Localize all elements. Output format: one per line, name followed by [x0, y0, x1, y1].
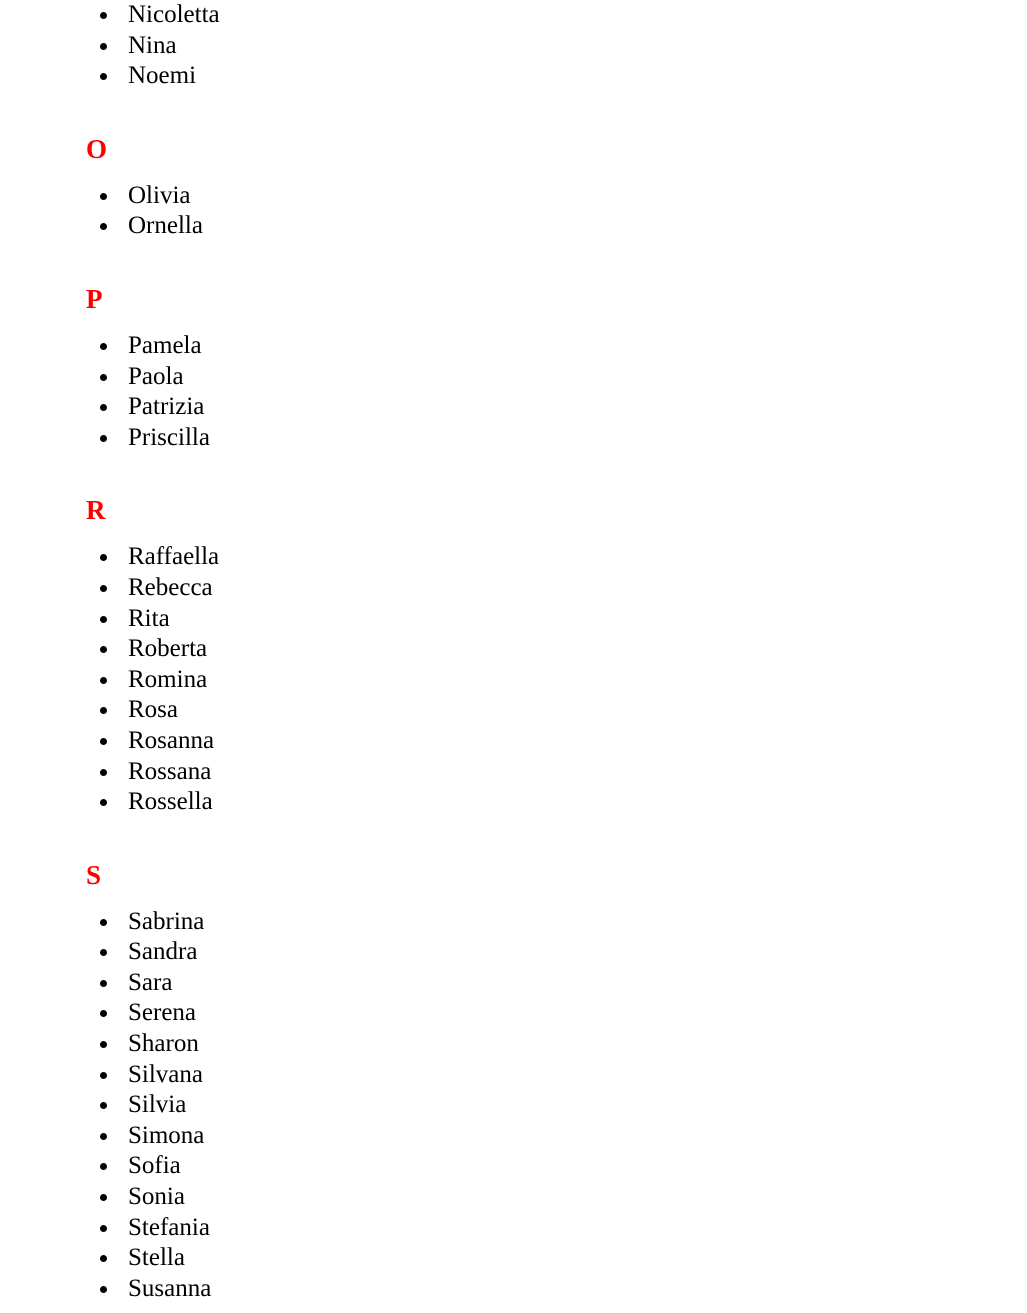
list-item: • Nicoletta — [120, 0, 1027, 31]
list-item: • Sandra — [120, 937, 1027, 968]
name-list-r — [0, 542, 1027, 817]
name-list-o — [0, 181, 1027, 242]
list-item: • Rossana — [120, 757, 1027, 788]
list-item: • Patrizia — [120, 392, 1027, 423]
list-item: • Olivia — [120, 181, 1027, 212]
name-list-s — [0, 907, 1027, 1305]
section-spacer — [0, 453, 1027, 497]
section-heading-r: R — [86, 495, 106, 526]
list-item: • Sabrina — [120, 907, 1027, 938]
heading-gap — [0, 524, 1027, 542]
list-item: • Rosa — [120, 695, 1027, 726]
list-item: • Rossella — [120, 787, 1027, 818]
heading-gap — [0, 163, 1027, 181]
list-item: • Nina — [120, 31, 1027, 62]
section-heading-s: S — [86, 859, 102, 890]
list-item: • Sonia — [120, 1182, 1027, 1213]
list-item: • Paola — [120, 362, 1027, 393]
list-item: • Sofia — [120, 1151, 1027, 1182]
heading-gap — [0, 889, 1027, 907]
name-list-continued — [0, 0, 1027, 92]
list-item: • Sara — [120, 968, 1027, 999]
section-heading-o: O — [86, 133, 108, 164]
list-item: • Rita — [120, 604, 1027, 635]
section-r — [0, 453, 1027, 817]
section-p — [0, 242, 1027, 453]
section-spacer — [0, 818, 1027, 862]
section-spacer — [0, 92, 1027, 136]
section-spacer — [0, 242, 1027, 286]
list-item: • Stella — [120, 1243, 1027, 1274]
list-item: • Stefania — [120, 1213, 1027, 1244]
list-item: • Roberta — [120, 634, 1027, 665]
list-item: • Silvia — [120, 1090, 1027, 1121]
list-item: • Simona — [120, 1121, 1027, 1152]
section-o — [0, 92, 1027, 242]
name-list-p — [0, 331, 1027, 453]
list-item: • Pamela — [120, 331, 1027, 362]
heading-gap — [0, 313, 1027, 331]
list-item: • Susanna — [120, 1274, 1027, 1305]
list-item: • Ornella — [120, 211, 1027, 242]
list-item: • Priscilla — [120, 423, 1027, 454]
list-item: • Serena — [120, 998, 1027, 1029]
list-item: • Sharon — [120, 1029, 1027, 1060]
list-item: • Silvana — [120, 1060, 1027, 1091]
list-item: • Noemi — [120, 61, 1027, 92]
section-s — [0, 818, 1027, 1305]
list-item: • Rebecca — [120, 573, 1027, 604]
section-heading-p: P — [86, 283, 103, 314]
list-item: • Rosanna — [120, 726, 1027, 757]
list-item: • Romina — [120, 665, 1027, 696]
list-item: • Raffaella — [120, 542, 1027, 573]
